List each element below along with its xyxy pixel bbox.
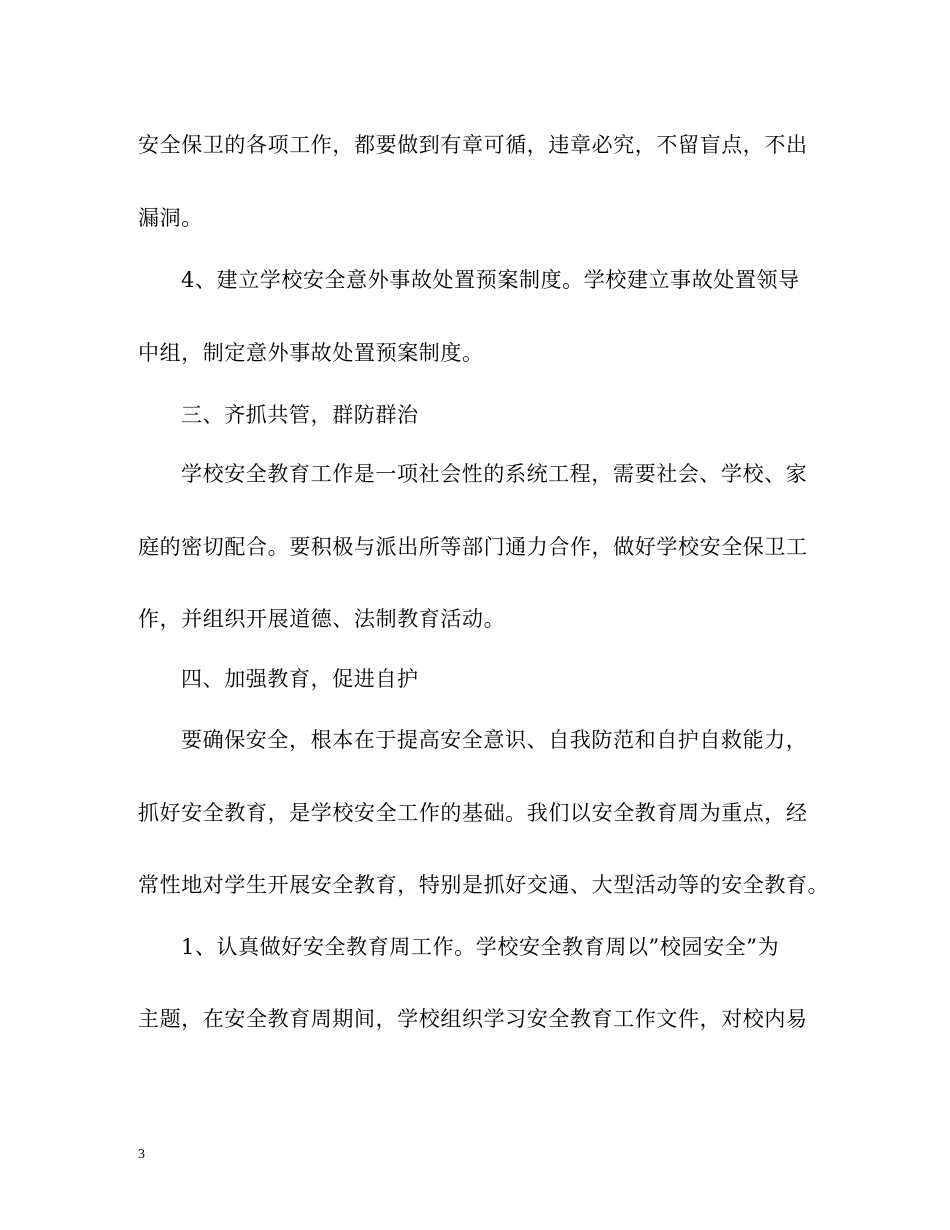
text-line: 安全保卫的各项工作，都要做到有章可循，违章必究，不留盲点，不出 <box>138 133 808 157</box>
text-line: 漏洞。 <box>138 206 203 230</box>
section-heading: 四、加强教育，促进自护 <box>181 667 419 691</box>
text-line: 主题，在安全教育周期间，学校组织学习安全教育工作文件，对校内易 <box>138 1007 808 1031</box>
paragraph-start: 要确保安全，根本在于提高安全意识、自我防范和自护自救能力， <box>181 728 808 752</box>
paragraph-start: 学校安全教育工作是一项社会性的系统工程，需要社会、学校、家 <box>181 462 808 486</box>
text-line: 抓好安全教育，是学校安全工作的基础。我们以安全教育周为重点，经 <box>138 801 808 825</box>
text-line: 中组，制定意外事故处置预案制度。 <box>138 341 484 365</box>
text-line: 常性地对学生开展安全教育，特别是抓好交通、大型活动等的安全教育。 <box>138 873 830 897</box>
paragraph-start: 4、建立学校安全意外事故处置预案制度。学校建立事故处置领导 <box>181 268 800 292</box>
paragraph-start: 1、认真做好安全教育周工作。学校安全教育周以”校园安全”为 <box>181 935 780 959</box>
page-number: 3 <box>138 1147 145 1162</box>
section-heading: 三、齐抓共管，群防群治 <box>181 403 419 427</box>
text-line: 庭的密切配合。要积极与派出所等部门通力合作，做好学校安全保卫工 <box>138 535 808 559</box>
text-line: 作，并组织开展道德、法制教育活动。 <box>138 607 506 631</box>
